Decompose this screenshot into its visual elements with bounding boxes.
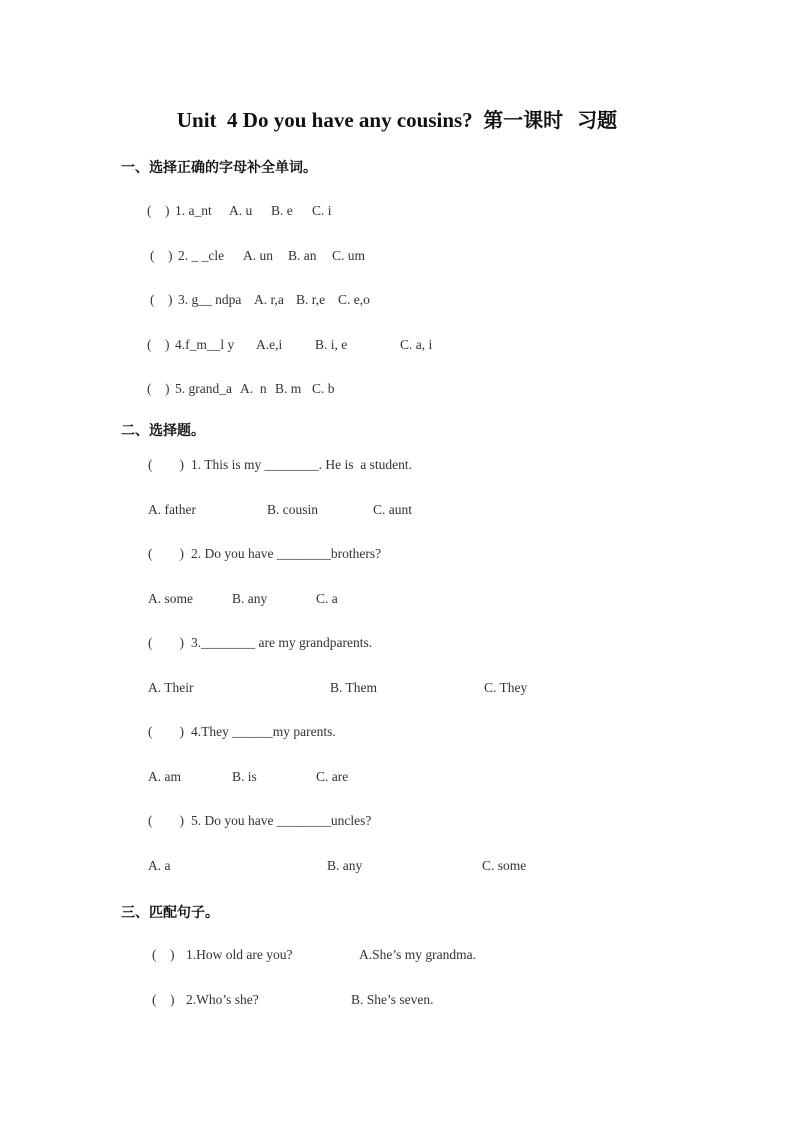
worksheet-title [0,104,794,133]
option-a: A. n [240,381,267,396]
section3-heading: 三、匹配句子。 [121,905,219,921]
option-a: A. Their [148,680,194,695]
option-a: A. father [148,502,196,517]
option-b: B. is [232,769,257,784]
question-stem: 3. g__ ndpa [178,292,242,307]
answer-paren: ( ) [148,635,184,650]
matching-left: 1.How old are you? [186,947,293,962]
matching-left: 2.Who’s she? [186,992,259,1007]
answer-paren: ( ) [148,546,184,561]
option-b: B. any [327,858,363,873]
option-c: C. aunt [373,502,412,517]
option-b: B. Them [330,680,377,695]
option-c: C. some [482,858,527,873]
question-stem: 5. grand_a [175,381,232,396]
option-b: B. cousin [267,502,319,517]
option-b: B. r,e [296,292,326,307]
title-english: Unit 4 Do you have any cousins? [176,108,473,132]
section2-heading: 二、选择题。 [121,423,205,439]
answer-paren: ( ) [147,203,170,218]
answer-paren: ( ) [150,292,173,307]
option-a: A.e,i [256,337,283,352]
option-c: C. a, i [400,337,433,352]
option-a: A. r,a [254,292,284,307]
option-c: C. a [316,591,338,606]
title-chinese: 第一课时 习题 [483,108,618,132]
option-a: A. am [148,769,181,784]
section1-heading: 一、选择正确的字母补全单词。 [121,160,317,176]
question-stem: 2. Do you have ________brothers? [191,546,382,561]
option-b: B. any [232,591,268,606]
answer-paren: ( ) [152,947,175,962]
option-b: B. e [271,203,293,218]
option-c: C. um [332,248,366,263]
answer-paren: ( ) [148,724,184,739]
option-c: C. b [312,381,335,396]
question-stem: 2. _ _cle [178,248,225,263]
option-c: C. i [312,203,332,218]
matching-right: B. She’s seven. [351,992,434,1007]
option-a: A. un [243,248,273,263]
option-b: B. an [288,248,317,263]
question-stem: 4.f_m__l y [175,337,235,352]
question-stem: 3.________ are my grandparents. [191,635,373,650]
answer-paren: ( ) [147,381,170,396]
option-a: A. a [148,858,171,873]
question-stem: 1. This is my ________. He is a student. [191,457,412,472]
question-stem: 5. Do you have ________uncles? [191,813,372,828]
option-b: B. m [275,381,302,396]
answer-paren: ( ) [150,248,173,263]
answer-paren: ( ) [152,992,175,1007]
question-stem: 1. a_nt [175,203,212,218]
answer-paren: ( ) [148,457,184,472]
option-a: A. some [148,591,193,606]
answer-paren: ( ) [148,813,184,828]
option-c: C. They [484,680,528,695]
question-stem: 4.They ______my parents. [191,724,336,739]
option-c: C. e,o [338,292,370,307]
option-a: A. u [229,203,253,218]
option-b: B. i, e [315,337,348,352]
matching-right: A.She’s my grandma. [359,947,476,962]
answer-paren: ( ) [147,337,170,352]
option-c: C. are [316,769,349,784]
